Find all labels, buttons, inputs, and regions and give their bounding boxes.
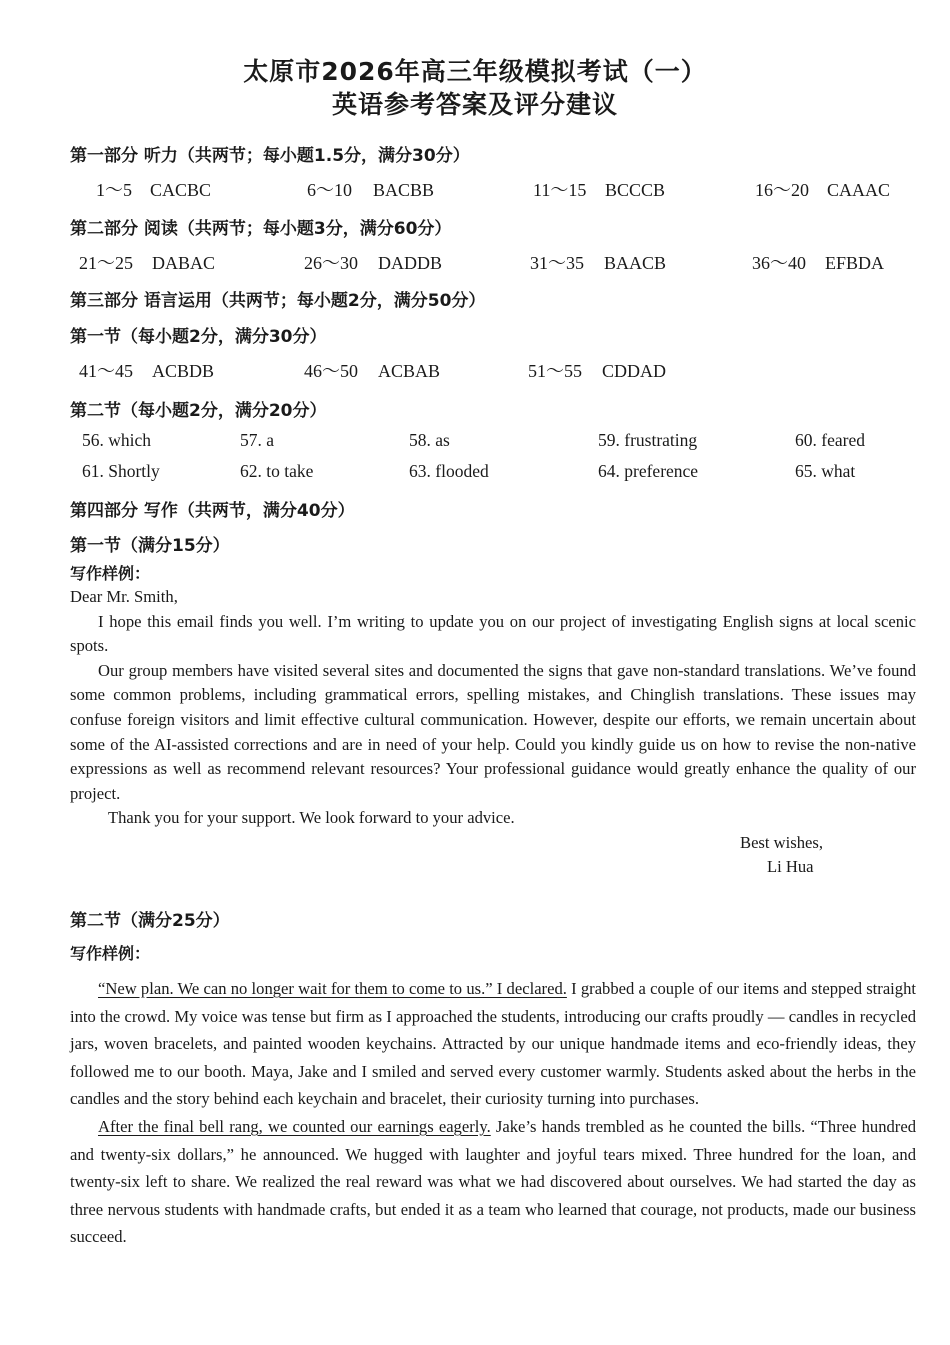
sample-label: 写作样例： [70, 564, 151, 583]
letter-signature: Li Hua [767, 857, 814, 876]
answer-range: 31～35 [530, 253, 584, 273]
answer-range: 11～15 [533, 180, 587, 200]
page-subtitle: 英语参考答案及评分建议 [331, 90, 618, 119]
part1-heading: 第一部分 听力（共两节；每小题1.5分，满分30分） [70, 146, 470, 166]
part1-answer-row [0, 176, 950, 200]
part2-heading: 第二部分 阅读（共两节；每小题3分，满分60分） [70, 219, 452, 239]
answer-range: 51～55 [528, 361, 582, 381]
answer-letters: DADDB [378, 253, 443, 273]
part4-section1-heading: 第一节（满分15分） [70, 536, 230, 556]
answer-group [755, 176, 890, 202]
answer-range: 6～10 [307, 180, 352, 200]
fill-answer: 64. preference [598, 461, 699, 481]
answer-range: 16～20 [755, 180, 809, 200]
fill-answer: 60. feared [795, 430, 865, 450]
answer-group [304, 249, 442, 275]
essay-text: I grabbed a couple of our items and stepped straight into the crowd. My voice was tense but firm as I approached the students, introducing our crafts proudly — candles in recycled jars, woven bracelets, and painted wooden keychains. Attracted by our unique handmade items and eco-friendly ideas, they followed me to our booth. Maya, Jake and I smiled and served every customer warmly. Students asked about the herbs in the candles and the story behind each keychain and bracelet, their curiosity turning into purchases. [70, 979, 916, 1109]
fill-answer: 62. to take [240, 461, 314, 481]
part3-answer-row [0, 357, 950, 381]
part3-section1-heading: 第一节（每小题2分，满分30分） [70, 327, 327, 347]
answer-range: 21～25 [79, 253, 133, 273]
answer-range: 46～50 [304, 361, 358, 381]
fill-answer: 57. a [240, 430, 275, 450]
answer-letters: ACBAB [378, 361, 441, 381]
letter-paragraph: Our group members have visited several sites and documented the signs that gave non-standard translations. We’ve found some common problems, including grammatical errors, spelling mistakes, and Chinglish translations. These issues may confuse foreign visitors and limit effective cultural communication. However, despite our efforts, we remain uncertain about some of the AI-assisted corrections and are in need of your help. Could you kindly guide us on how to revise the non-native expressions as well as recommend relevant resources? Your professional guidance would greatly enhance the quality of our project. [70, 660, 916, 803]
fill-answer: 56. which [82, 430, 152, 450]
letter-body [70, 585, 916, 831]
given-opening-sentence: After the final bell rang, we counted our earnings eagerly. [98, 1116, 491, 1136]
answer-letters: ACBDB [152, 361, 215, 381]
fill-answer: 59. frustrating [598, 430, 698, 450]
answer-range: 36～40 [752, 253, 806, 273]
given-opening-sentence: “New plan. We can no longer wait for them to come to us.” I declared. [98, 979, 567, 998]
essay-text: Jake’s hands trembled as he counted the bills. “Three hundred and twenty-six dollars,” he announced. We hugged with laughter and joyful tears mixed. Three hundred for the loan, and twenty-six left to share. We realized the real reward was what we had discovered about ourselves. We had started the day as three nervous students with handmade crafts, but ended it as a team who learned that courage, not products, made our business succeed. [70, 1116, 916, 1247]
answer-letters: CAAAC [827, 180, 891, 200]
answer-group [752, 249, 884, 275]
letter-closing: Best wishes, [740, 833, 823, 852]
part3-section2-heading: 第二节（每小题2分，满分20分） [70, 401, 327, 421]
fill-answer: 65. what [795, 461, 856, 481]
letter-paragraph: Thank you for your support. We look forward to your advice. [108, 808, 515, 828]
answer-group [528, 357, 666, 383]
answer-letters: CACBC [150, 180, 212, 200]
answer-group [96, 176, 211, 202]
answer-letters: CDDAD [602, 361, 667, 381]
fill-answer: 58. as [409, 430, 450, 450]
sample-label: 写作样例： [70, 944, 151, 963]
essay-paragraph [70, 1113, 916, 1251]
fill-answer: 63. flooded [409, 461, 489, 481]
answer-group [79, 357, 214, 383]
answer-letters: BCCCB [605, 180, 666, 200]
part4-section2-heading: 第二节（满分25分） [70, 911, 230, 931]
answer-range: 41～45 [79, 361, 133, 381]
answer-letters: BACBB [373, 180, 435, 200]
answer-letters: EFBDA [825, 253, 885, 273]
letter-salutation: Dear Mr. Smith, [70, 587, 178, 606]
answer-group [304, 357, 440, 383]
answer-group [79, 249, 215, 275]
continuation-essay [70, 975, 916, 1251]
letter-paragraph: I hope this email finds you well. I’m writing to update you on our project of investigating English signs at local scenic spots. [70, 611, 916, 656]
answer-letters: BAACB [604, 253, 667, 273]
answer-group [533, 176, 665, 202]
part2-answer-row [0, 249, 950, 273]
answer-group [307, 176, 434, 202]
essay-paragraph [70, 975, 916, 1113]
fill-answer: 61. Shortly [82, 461, 160, 481]
page-title: 太原市2026年高三年级模拟考试（一） [243, 57, 707, 86]
part3-heading: 第三部分 语言运用（共两节；每小题2分，满分50分） [70, 291, 486, 311]
part4-heading: 第四部分 写作（共两节，满分40分） [70, 501, 355, 521]
answer-group [530, 249, 666, 275]
answer-range: 26～30 [304, 253, 358, 273]
answer-letters: DABAC [152, 253, 216, 273]
answer-range: 1～5 [96, 180, 132, 200]
